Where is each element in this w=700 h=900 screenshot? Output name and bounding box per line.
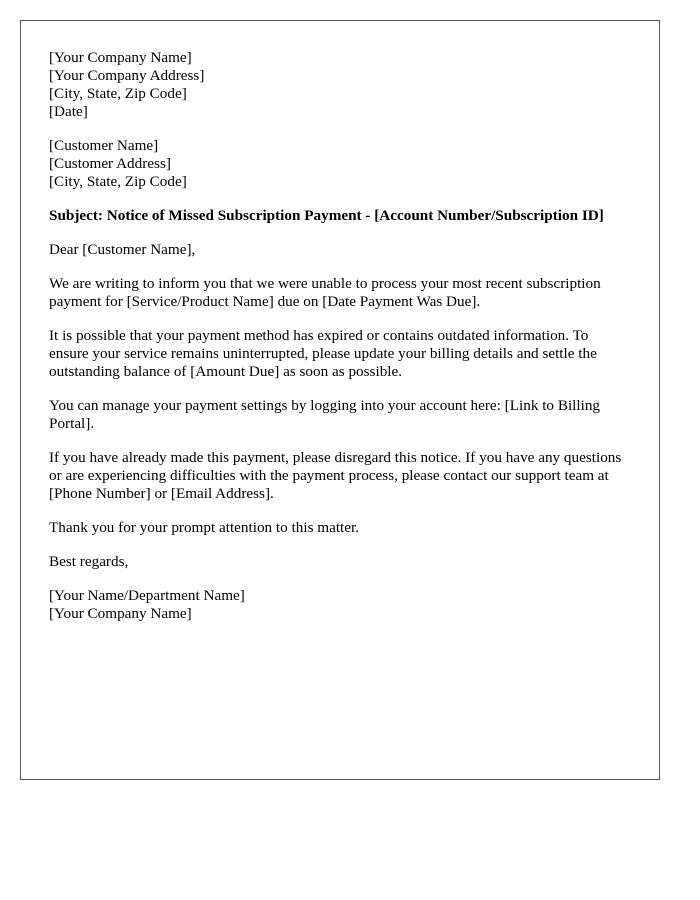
sender-city-state-zip: [City, State, Zip Code] — [49, 85, 187, 102]
signature-block — [49, 587, 631, 623]
recipient-block — [49, 137, 631, 191]
paragraph-thank-you: Thank you for your prompt attention to this matter. — [49, 519, 360, 536]
subject-line: Subject: Notice of Missed Subscription Payment - [Account Number/Subscription ID] — [49, 207, 604, 224]
paragraph-billing-portal: You can manage your payment settings by logging into your account here: [Link to Billing Portal]. — [49, 397, 601, 432]
recipient-address: [Customer Address] — [49, 155, 171, 172]
sender-company-address: [Your Company Address] — [49, 67, 205, 84]
letter-date: [Date] — [49, 103, 88, 120]
recipient-name: [Customer Name] — [49, 137, 159, 154]
signature-name: [Your Name/Department Name] — [49, 587, 245, 604]
paragraph-missed-payment: We are writing to inform you that we were unable to process your most recent subscription payment for [Service/Product Name] due on [Date Payment Was Due]. — [49, 275, 601, 310]
paragraph-update-billing: It is possible that your payment method has expired or contains outdated information. To ensure your service remains uninterrupted, please update your billing details and settle the outstanding balance of [Amount Due] as soon as possible. — [49, 327, 597, 380]
sender-company-name: [Your Company Name] — [49, 49, 192, 66]
letter-page — [20, 20, 660, 780]
paragraph-contact-support: If you have already made this payment, please disregard this notice. If you have any questions or are experiencing difficulties with the payment process, please contact our support team at [Phone Number] or [Email Address]. — [49, 449, 622, 502]
signature-company: [Your Company Name] — [49, 605, 192, 622]
sender-block — [49, 49, 631, 121]
recipient-city-state-zip: [City, State, Zip Code] — [49, 173, 187, 190]
closing: Best regards, — [49, 553, 129, 570]
salutation: Dear [Customer Name], — [49, 241, 196, 258]
